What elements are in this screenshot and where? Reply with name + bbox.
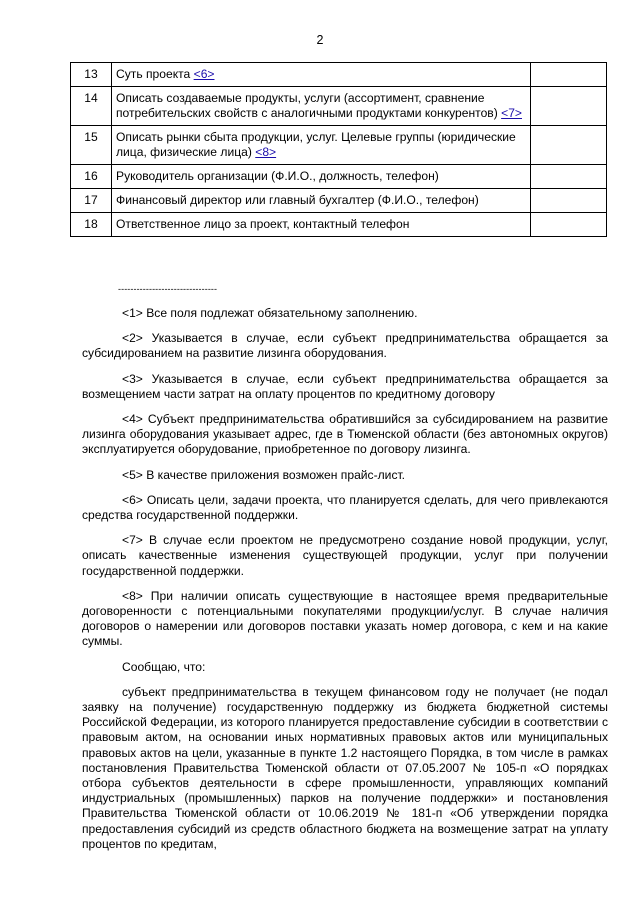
row-value-cell[interactable] xyxy=(531,87,607,126)
row-number: 13 xyxy=(71,63,112,87)
table-row xyxy=(71,87,607,126)
footnotes-section xyxy=(82,306,608,862)
row-value-cell[interactable] xyxy=(531,126,607,165)
row-number: 18 xyxy=(71,213,112,237)
statement-body: субъект предпринимательства в текущем финансовом году не получает (не подал заявку на получение) государственную поддержку из бюджета бюджетной системы Российской Федерации, из которого планируется предоставление субсидии в соответствии с правовым актом, на основании иных нормативных правовых актов или муниципальных правовых актов на цели, указанные в пункте 1.2 настоящего Порядка, в том числе в рамках постановления Правительства Тюменской области от 07.05.2007 № 105-п «О порядках отбора субъектов деятельности в сфере промышленности, управляющих компаний индустриальных (промышленных) парков на получение поддержки» и постановления Правительства Тюменской области от 10.06.2019 № 181-п «Об утверждении порядка предоставления субсидий из средств областного бюджета на возмещение затрат на уплату процентов по кредитам, xyxy=(82,684,608,851)
footnote: <6> Описать цели, задачи проекта, что планируется сделать, для чего привлекаются средства государственной поддержки. xyxy=(82,492,608,523)
row-description: Руководитель организации (Ф.И.О., должность, телефон) xyxy=(112,165,531,189)
row-number: 14 xyxy=(71,87,112,126)
table-row xyxy=(71,63,607,87)
application-form-table xyxy=(70,62,607,237)
footnote: <4> Субъект предпринимательства обратившийся за субсидированием на развитие лизинга оборудования указывает адрес, где в Тюменской области (без автономных округов) эксплуатируется оборудование, приобретенное по договору лизинга. xyxy=(82,412,608,457)
row-description: Финансовый директор или главный бухгалтер (Ф.И.О., телефон) xyxy=(112,189,531,213)
footnote-link[interactable]: <8> xyxy=(255,145,277,159)
row-description xyxy=(112,126,531,165)
row-description: Ответственное лицо за проект, контактный телефон xyxy=(112,213,531,237)
row-value-cell[interactable] xyxy=(531,63,607,87)
row-value-cell[interactable] xyxy=(531,165,607,189)
row-text: Описать создаваемые продукты, услуги (ассортимент, сравнение потребительских свойств с аналогичными продуктами конкурентов) xyxy=(116,91,502,120)
table-row xyxy=(71,213,607,237)
row-description xyxy=(112,63,531,87)
row-number: 17 xyxy=(71,189,112,213)
table-row xyxy=(71,189,607,213)
row-description xyxy=(112,87,531,126)
footnote: <2> Указывается в случае, если субъект предпринимательства обращается за субсидированием на развитие лизинга оборудования. xyxy=(82,331,608,361)
row-value-cell[interactable] xyxy=(531,213,607,237)
footnote-link[interactable]: <6> xyxy=(193,67,215,81)
footnote: <8> При наличии описать существующие в настоящее время предварительные договоренности с потенциальными покупателями продукции/услуг. В случае наличия договоров о намерении или договоров поставки указать номер договора, с кем и на какие суммы. xyxy=(82,588,608,649)
footnote: <7> В случае если проектом не предусмотрено создание новой продукции, услуг, описать качественные изменения существующей продукции, услуг при получении государственной поддержки. xyxy=(82,533,608,578)
row-text: Описать рынки сбыта продукции, услуг. Целевые группы (юридические лица, физические лица) xyxy=(116,130,516,159)
table-row xyxy=(71,165,607,189)
footnote: <3> Указывается в случае, если субъект предпринимательства обращается за возмещением части затрат на оплату процентов по кредитному договору xyxy=(82,371,608,401)
footnote: <1> Все поля подлежат обязательному заполнению. xyxy=(122,306,418,320)
page-number: 2 xyxy=(316,33,324,47)
row-value-cell[interactable] xyxy=(531,189,607,213)
footnote: <5> В качестве приложения возможен прайс-лист. xyxy=(122,467,406,482)
footnote-link[interactable]: <7> xyxy=(501,106,522,120)
table-row xyxy=(71,126,607,165)
footnote-separator: -------------------------------- xyxy=(118,284,218,294)
statement-intro: Сообщаю, что: xyxy=(122,659,206,674)
row-number: 15 xyxy=(71,126,112,165)
row-text: Суть проекта xyxy=(116,67,194,81)
row-number: 16 xyxy=(71,165,112,189)
